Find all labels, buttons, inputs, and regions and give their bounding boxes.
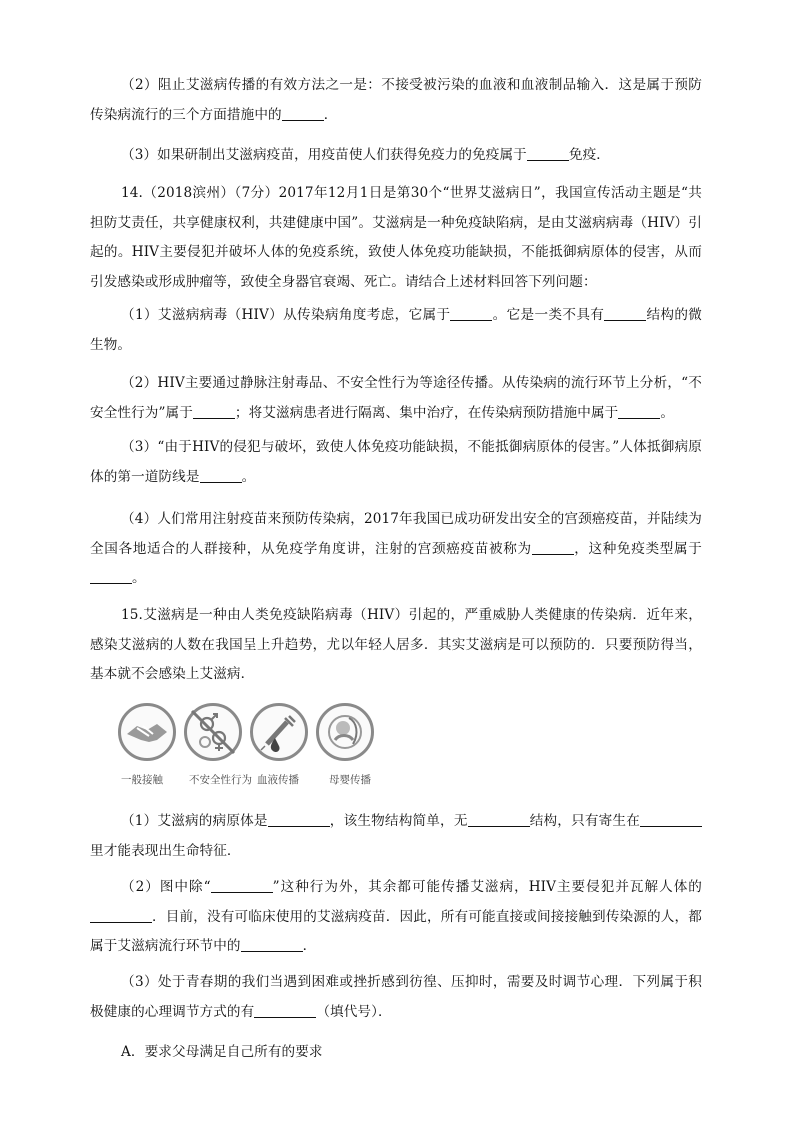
answer-blank[interactable] [241, 937, 303, 952]
icon-label: 母婴传播 [329, 774, 371, 786]
q13-part2: （2）阻止艾滋病传播的有效方法之一是：不接受被污染的血液和血液制品输入．这是属于预防传染病流行的三个方面措施中的 ． [90, 77, 702, 123]
answer-blank[interactable] [450, 306, 492, 321]
answer-blank[interactable] [640, 812, 702, 827]
answer-blank[interactable] [282, 106, 324, 121]
q15-option-a: A．要求父母满足自己所有的要求 [121, 1044, 323, 1060]
answer-blank[interactable] [527, 146, 569, 161]
answer-blank[interactable] [254, 1003, 316, 1018]
q14-part4: （4）人们常用注射疫苗来预防传染病，2017年我国已成功研发出安全的宫颈癌疫苗，并陆续为全国各地适合的人群接种，从免疫学角度讲，注射的宫颈癌疫苗被称为 ，这种免疫类型属于。 [90, 511, 702, 586]
answer-blank[interactable] [211, 878, 273, 893]
answer-blank[interactable] [618, 404, 660, 419]
answer-blank[interactable] [468, 812, 530, 827]
q14-intro: 14.（2018滨州）（7分）2017年12月1日是第30个“世界艾滋病日”，我国宣传活动主题是“共担防艾责任，共享健康权利，共建健康中国”。艾滋病是一种免疫缺陷病，是由艾滋病病毒（HIV）引起的。HIV主要侵犯并破坏人体的免疫系统，致使人体免疫功能缺损，不能抵御病原体的侵害，从而引发感染或形成肿瘤等，致使全身器官衰竭、死亡。请结合上述材料回答下列问题： [90, 185, 702, 290]
answer-blank[interactable] [604, 306, 646, 321]
q14-part1: （1）艾滋病病毒（HIV）从传染病角度考虑，它属于 。它是一类不具有 结构的微生物。 [90, 307, 702, 353]
q15-intro: 15.艾滋病是一种由人类免疫缺陷病毒（HIV）引起的，严重威胁人类健康的传染病．近年来，感染艾滋病的人数在我国呈上升趋势，尤以年轻人居多．其实艾滋病是可以预防的．只要预防得当，基本就不会感染上艾滋病． [90, 607, 702, 682]
q13-part3: （3）如果研制出艾滋病疫苗，用疫苗使人们获得免疫力的免疫属于 免疫． [121, 147, 610, 163]
answer-blank[interactable] [200, 468, 242, 483]
q14-part2: （2）HIV主要通过静脉注射毒品、不安全性行为等途径传播。从传染病的流行环节上分析，“不安全性行为”属于 ；将艾滋病患者进行隔离、集中治疗，在传染病预防措施中属于 。 [90, 375, 702, 421]
handshake-icon [118, 703, 176, 761]
answer-blank[interactable] [90, 569, 132, 584]
hiv-transmission-figure [118, 703, 371, 795]
q15-part2: （2）图中除“ ”这种行为外，其余都可能传播艾滋病，HIV主要侵犯并瓦解人体的．目前，没有可临床使用的艾滋病疫苗．因此，所有可能直接或间接接触到传染源的人，都属于艾滋病流行环节中的 ． [90, 879, 702, 954]
mother-baby-icon [316, 703, 374, 761]
syringe-blood-icon [250, 703, 308, 761]
icon-label: 不安全性行为 [189, 774, 252, 786]
answer-blank[interactable] [90, 908, 152, 923]
answer-blank[interactable] [268, 812, 330, 827]
answer-blank[interactable] [532, 540, 574, 555]
icon-label: 血液传播 [257, 774, 299, 786]
q14-part3: （3）“由于HIV的侵犯与破坏，致使人体免疫功能缺损，不能抵御病原体的侵害。”人体抵御病原体的第一道防线是 。 [90, 439, 702, 485]
q15-part3: （3）处于青春期的我们当遇到困难或挫折感到彷徨、压抑时，需要及时调节心理．下列属于积极健康的心理调节方式的有 （填代号）． [90, 974, 702, 1020]
q15-part1: （1）艾滋病的病原体是 ，该生物结构简单，无 结构，只有寄生在里才能表现出生命特征． [90, 807, 702, 866]
gender-symbols-icon [184, 703, 242, 761]
icon-label: 一般接触 [121, 774, 163, 786]
answer-blank[interactable] [193, 404, 235, 419]
